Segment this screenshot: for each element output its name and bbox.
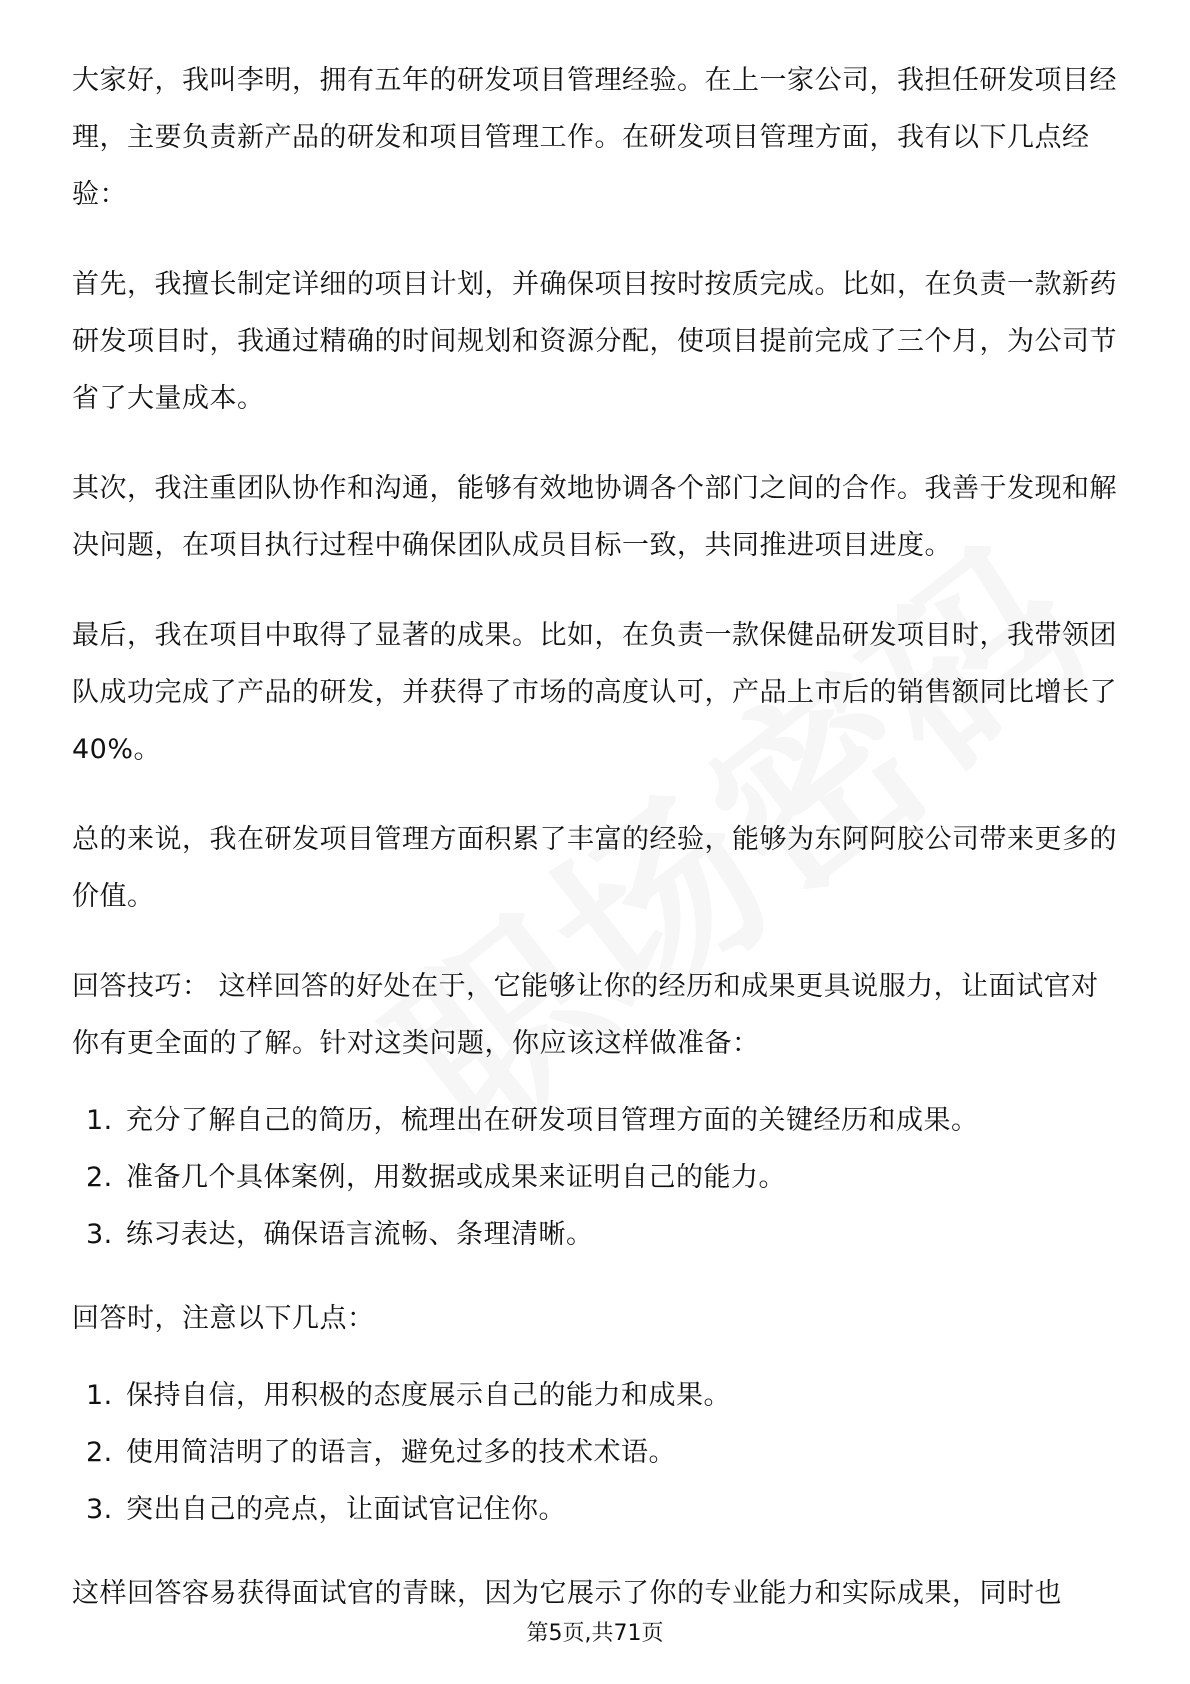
list-item-number: 1. [86, 1105, 113, 1136]
list-item-number: 2. [86, 1437, 113, 1468]
attention-list [72, 1367, 1118, 1538]
list-item [72, 1092, 1118, 1149]
list-item-number: 2. [86, 1162, 113, 1193]
paragraph-intro: 大家好，我叫李明，拥有五年的研发项目管理经验。在上一家公司，我担任研发项目经理，主要负责新产品的研发和项目管理工作。在研发项目管理方面，我有以下几点经验： [72, 65, 1117, 210]
list-item [72, 1424, 1118, 1481]
list-item [72, 1206, 1118, 1263]
list-item [72, 1481, 1118, 1538]
list-item-number: 3. [86, 1494, 113, 1525]
paragraph-attention: 回答时，注意以下几点： [72, 1303, 375, 1334]
paragraph-closing: 这样回答容易获得面试官的青睐，因为它展示了你的专业能力和实际成果，同时也 [72, 1578, 1062, 1609]
list-item-text: 使用简洁明了的语言，避免过多的技术术语。 [126, 1437, 676, 1468]
list-item-text: 突出自己的亮点，让面试官记住你。 [126, 1494, 566, 1525]
list-item [72, 1149, 1118, 1206]
list-item-text: 准备几个具体案例，用数据或成果来证明自己的能力。 [126, 1162, 786, 1193]
paragraph-third-point: 最后，我在项目中取得了显著的成果。比如，在负责一款保健品研发项目时，我带领团队成功完成了产品的研发，并获得了市场的高度认可，产品上市后的销售额同比增长了40%。 [72, 620, 1117, 765]
document-body [72, 52, 1118, 1655]
paragraph-answer-tips: 回答技巧： 这样回答的好处在于，它能够让你的经历和成果更具说服力，让面试官对你有更全面的了解。针对这类问题，你应该这样做准备： [72, 971, 1099, 1059]
preparation-list [72, 1092, 1118, 1263]
list-item-number: 1. [86, 1380, 113, 1411]
list-item [72, 1367, 1118, 1424]
list-item-number: 3. [86, 1219, 113, 1250]
page-number: 第5页,共71页 [526, 1621, 664, 1646]
list-item-text: 练习表达，确保语言流畅、条理清晰。 [126, 1219, 594, 1250]
list-item-text: 保持自信，用积极的态度展示自己的能力和成果。 [126, 1380, 731, 1411]
list-item-text: 充分了解自己的简历，梳理出在研发项目管理方面的关键经历和成果。 [126, 1105, 979, 1136]
paragraph-summary: 总的来说，我在研发项目管理方面积累了丰富的经验，能够为东阿阿胶公司带来更多的价值。 [72, 824, 1117, 912]
paragraph-second-point: 其次，我注重团队协作和沟通，能够有效地协调各个部门之间的合作。我善于发现和解决问题，在项目执行过程中确保团队成员目标一致，共同推进项目进度。 [72, 473, 1117, 561]
paragraph-first-point: 首先，我擅长制定详细的项目计划，并确保项目按时按质完成。比如，在负责一款新药研发项目时，我通过精确的时间规划和资源分配，使项目提前完成了三个月，为公司节省了大量成本。 [72, 269, 1117, 414]
